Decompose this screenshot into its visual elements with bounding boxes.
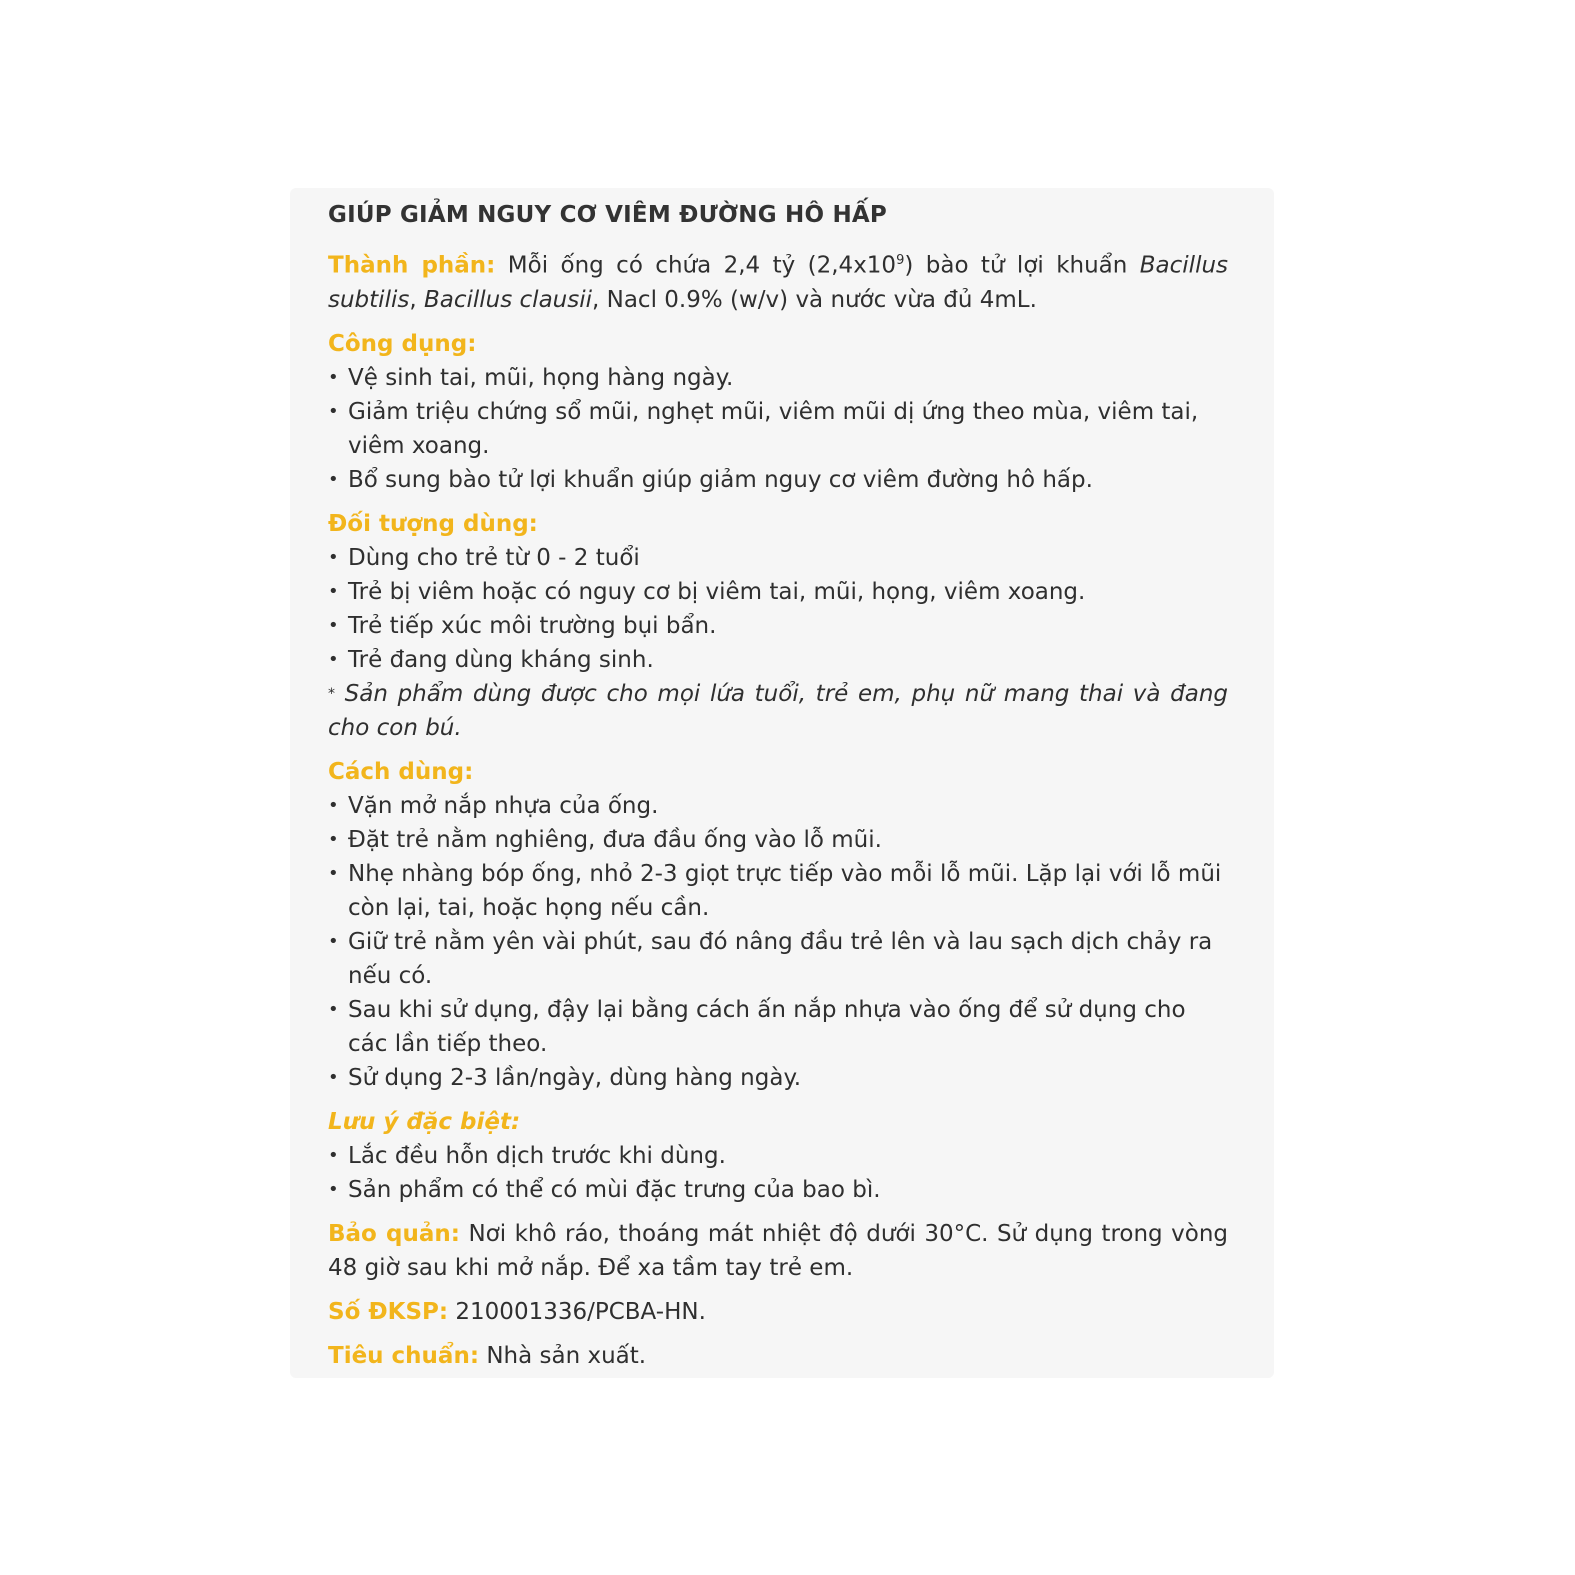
storage-paragraph [328, 1217, 1228, 1285]
list-item: • Giảm triệu chứng sổ mũi, nghẹt mũi, viêm mũi dị ứng theo mùa, viêm tai, viêm xoang. [328, 395, 1228, 463]
note-asterisk: * [328, 685, 335, 702]
audience-note-text: Sản phẩm dùng được cho mọi lứa tuổi, trẻ em, phụ nữ mang thai và đang cho con bú. [328, 680, 1228, 741]
list-item: • Nhẹ nhàng bóp ống, nhỏ 2-3 giọt trực tiếp vào mỗi lỗ mũi. Lặp lại với lỗ mũi còn lại, tai, hoặc họng nếu cần. [328, 857, 1228, 925]
list-item: • Sau khi sử dụng, đậy lại bằng cách ấn nắp nhựa vào ống để sử dụng cho các lần tiếp theo. [328, 993, 1228, 1061]
audience-heading: Đối tượng dùng: [328, 510, 538, 537]
uses-heading: Công dụng: [328, 330, 477, 357]
list-item: • Sản phẩm có thể có mùi đặc trưng của bao bì. [328, 1173, 1228, 1207]
list-item: • Trẻ đang dùng kháng sinh. [328, 643, 1228, 677]
audience-note [328, 677, 1228, 745]
list-item: • Trẻ bị viêm hoặc có nguy cơ bị viêm tai, mũi, họng, viêm xoang. [328, 575, 1228, 609]
list-item: • Giữ trẻ nằm yên vài phút, sau đó nâng đầu trẻ lên và lau sạch dịch chảy ra nếu có. [328, 925, 1228, 993]
ingredients-text-b: ) bào tử lợi khuẩn [904, 252, 1140, 279]
list-item: • Sử dụng 2-3 lần/ngày, dùng hàng ngày. [328, 1061, 1228, 1095]
storage-text: Nơi khô ráo, thoáng mát nhiệt độ dưới 30°C. Sử dụng trong vòng 48 giờ sau khi mở nắp. Để xa tầm tay trẻ em. [328, 1220, 1228, 1281]
ingredients-separator: , [409, 286, 424, 313]
ingredients-exponent: 9 [896, 253, 905, 268]
usage-heading: Cách dùng: [328, 758, 474, 785]
storage-label: Bảo quản: [328, 1220, 460, 1247]
registration-number: 210001336/PCBA-HN. [448, 1298, 706, 1325]
registration-paragraph [328, 1295, 1228, 1329]
ingredients-text-c: , Nacl 0.9% (w/v) và nước vừa đủ 4mL. [592, 286, 1037, 313]
list-item: • Dùng cho trẻ từ 0 - 2 tuổi [328, 541, 1228, 575]
species-clausii: Bacillus clausii [423, 286, 592, 313]
registration-label: Số ĐKSP: [328, 1298, 449, 1325]
list-item: • Vặn mở nắp nhựa của ống. [328, 789, 1228, 823]
uses-list [328, 361, 1228, 497]
audience-list [328, 541, 1228, 677]
list-item: • Trẻ tiếp xúc môi trường bụi bẩn. [328, 609, 1228, 643]
standard-label: Tiêu chuẩn: [328, 1342, 480, 1369]
usage-list [328, 789, 1228, 1095]
standard-text: Nhà sản xuất. [479, 1342, 647, 1369]
list-item: • Lắc đều hỗn dịch trước khi dùng. [328, 1139, 1228, 1173]
list-item: • Vệ sinh tai, mũi, họng hàng ngày. [328, 361, 1228, 395]
list-item: • Đặt trẻ nằm nghiêng, đưa đầu ống vào lỗ mũi. [328, 823, 1228, 857]
ingredients-paragraph [328, 244, 1228, 317]
page-title: GIÚP GIẢM NGUY CƠ VIÊM ĐƯỜNG HÔ HẤP [328, 202, 887, 228]
warnings-list [328, 1139, 1228, 1207]
species-subtilis: Bacillus subtilis [328, 252, 1229, 313]
warnings-heading: Lưu ý đặc biệt: [328, 1108, 521, 1135]
list-item: • Bổ sung bào tử lợi khuẩn giúp giảm nguy cơ viêm đường hô hấp. [328, 463, 1228, 497]
ingredients-label: Thành phần: [328, 252, 496, 279]
product-info-card [290, 188, 1274, 1378]
standard-paragraph [328, 1339, 1228, 1373]
ingredients-text-a: Mỗi ống có chứa 2,4 tỷ (2,4x10 [507, 252, 897, 279]
